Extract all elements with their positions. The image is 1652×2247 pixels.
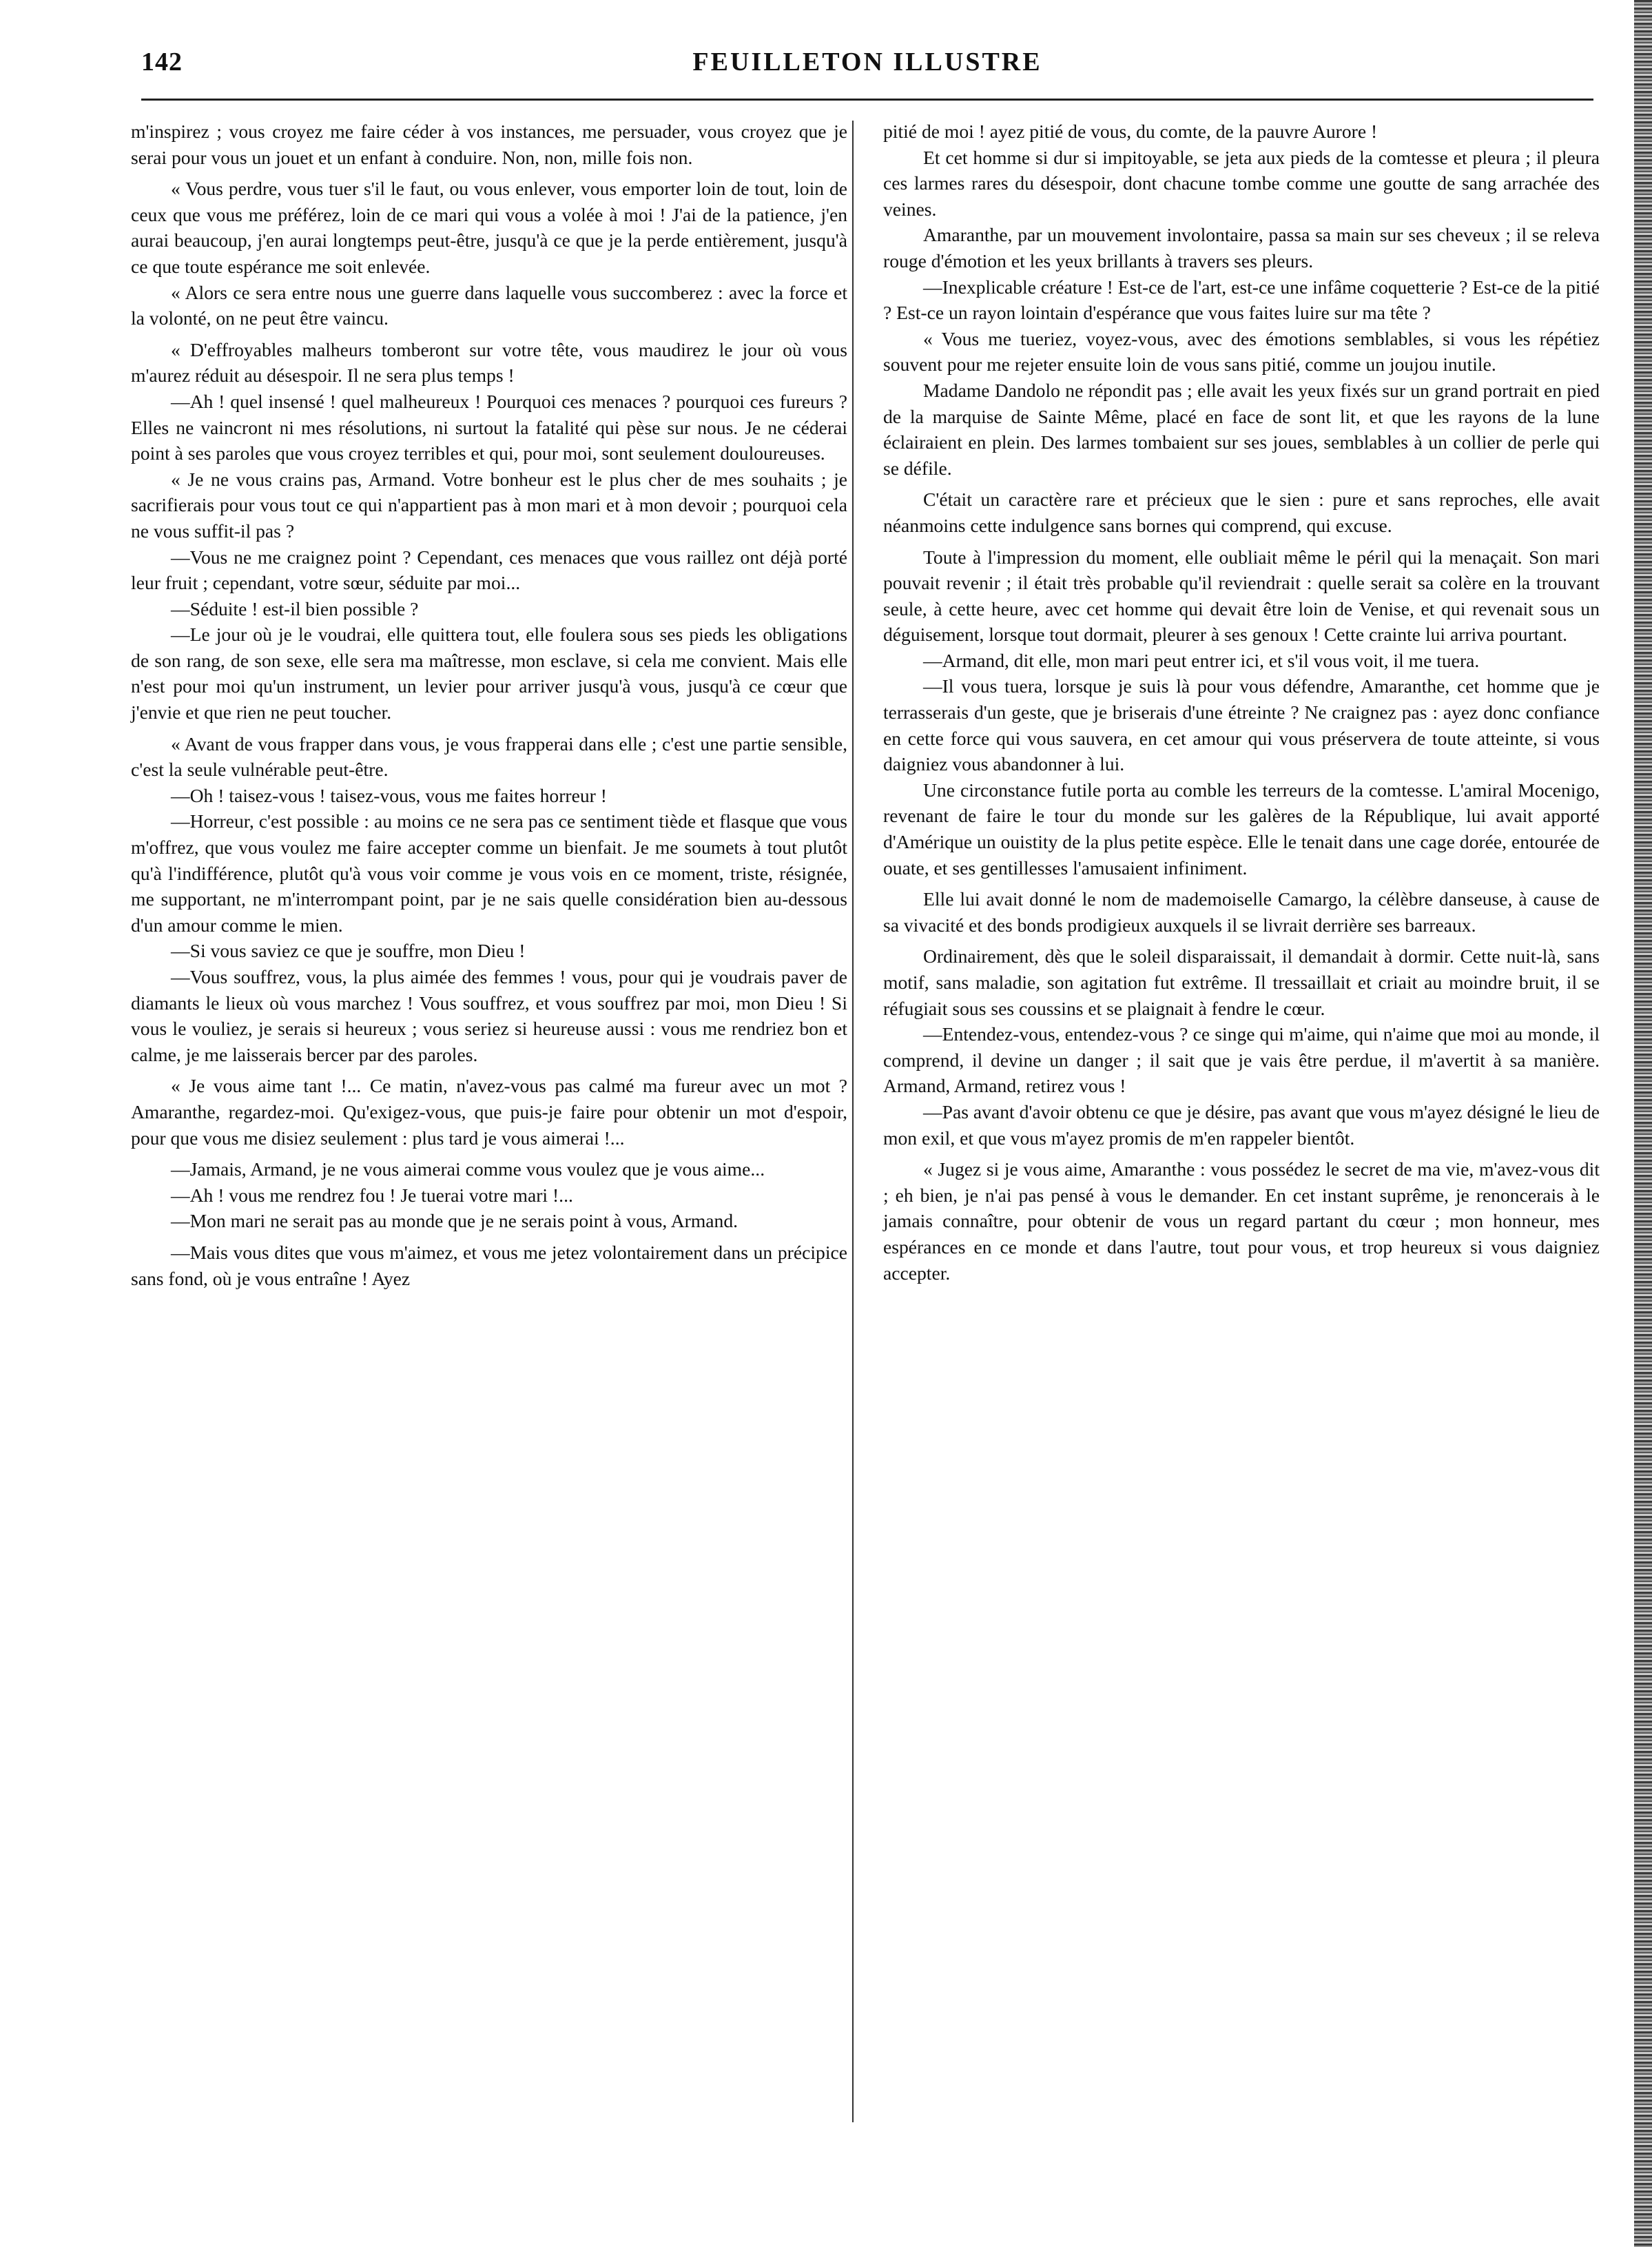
- header-rule: [141, 99, 1593, 101]
- paragraph: « D'effroyables malheurs tomberont sur votre tête, vous maudirez le jour où vous m'aurez réduit au désespoir. Il ne sera plus temps !: [131, 338, 847, 387]
- paragraph: —Vous souffrez, vous, la plus aimée des femmes ! vous, pour qui je voudrais paver de diamants le lieux où vous marchez ! Vous souffrez, et vous souffrez par moi, mon Dieu ! Si vous le vouliez, je serais si heureux ; vous seriez si heureuse aussi : vous me rendriez bon et calme, je me laisserais bercer par des paroles.: [131, 966, 847, 1065]
- paragraph: Et cet homme si dur si impitoyable, se jeta aux pieds de la comtesse et pleura ; il pleura ces larmes rares du désespoir, dont chacune tombe comme une goutte de sang arrachée des veines.: [883, 146, 1600, 220]
- paragraph: —Mon mari ne serait pas au monde que je ne serais point à vous, Armand.: [171, 1210, 739, 1232]
- paragraph: —Armand, dit elle, mon mari peut entrer ici, et s'il vous voit, il me tuera.: [923, 649, 1480, 671]
- running-title: FEUILLETON ILLUSTRE: [692, 48, 1042, 76]
- paragraph: « Vous perdre, vous tuer s'il le faut, ou vous enlever, vous emporter loin de tout, loin de ceux que vous me préférez, loin de ce mari qui vous a volée à moi ! J'ai de la patience, j'en aurai beaucoup, j'en aurai longtemps peut-être, jusqu'à ce que je la perde entièrement, jusqu'à ce que toute espérance me soit enlevée.: [131, 178, 847, 277]
- paragraph: —Horreur, c'est possible : au moins ce ne sera pas ce sentiment tiède et flasque que vous m'offrez, que vous voulez me faire accepter comme un bienfait. Je me soumets à tout plutôt qu'à l'indifférence, plutôt qu'à vous voir comme je vous vois en ce moment, triste, résignée, me supportant, ne m'interrompant point, par je ne sais quelle considération bien au-dessous d'un amour comme le mien.: [131, 810, 847, 936]
- paragraph: —Le jour où je le voudrai, elle quittera tout, elle foulera sous ses pieds les obligations de son rang, de son sexe, elle sera ma maîtresse, mon esclave, si cela me convient. Mais elle n'est pour moi qu'un instrument, un levier pour arriver jusqu'à vous, jusqu'à ce cœur que j'envie et que rien ne peut toucher.: [131, 624, 847, 724]
- paragraph: C'était un caractère rare et précieux que le sien : pure et sans reproches, elle avait néanmoins cette indulgence sans bornes qui comprend, qui excuse.: [883, 489, 1600, 536]
- paragraph: « Alors ce sera entre nous une guerre dans laquelle vous succomberez : avec la force et la volonté, on ne peut être vaincu.: [131, 281, 847, 329]
- paragraph: —Entendez-vous, entendez-vous ? ce singe qui m'aime, qui n'aime que moi au monde, il comprend, il devine un danger ; il sait que je vais être perdue, il m'avertit à sa manière. Armand, Armand, retirez vous !: [883, 1023, 1600, 1097]
- paragraph: « Je ne vous crains pas, Armand. Votre bonheur est le plus cher de mes souhaits ; je sacrifierais pour vous tout ce qui n'appartient pas à mon mari et à mon devoir ; pourquoi cela ne vous suffit-il pas ?: [131, 468, 847, 542]
- paragraph: —Inexplicable créature ! Est-ce de l'art, est-ce une infâme coquetterie ? Est-ce de la pitié ? Est-ce un rayon lointain d'espérance que vous faites luire sur ma tête ?: [883, 276, 1600, 324]
- paragraph: Toute à l'impression du moment, elle oubliait même le péril qui la menaçait. Son mari pouvait revenir ; il était très probable qu'il reviendrait : quelle serait sa colère en la trouvant seule, à cette heure, avec cet homme qui devait être loin de Venise, et qui revenait sous un déguisement, lorsque tout dormait, pleurer à ses genoux ! Cette crainte lui arriva pourtant.: [883, 546, 1600, 646]
- paragraph: Une circonstance futile porta au comble les terreurs de la comtesse. L'amiral Mocenigo, revenant de faire le tour du monde sur les galères de la République, lui avait apporté d'Amérique un ouistity de la plus petite espèce. Elle le tenait dans une cage dorée, entourée de ouate, et ses gentillesses l'amusaient infiniment.: [883, 779, 1600, 879]
- column-divider: [852, 121, 854, 2122]
- paragraph: « Je vous aime tant !... Ce matin, n'avez-vous pas calmé ma fureur avec un mot ? Amaranthe, regardez-moi. Qu'exigez-vous, que puis-je faire pour obtenir un mot d'espoir, pour que vous me disiez seulement : plus tard je vous aimerai !...: [131, 1075, 847, 1149]
- paragraph: « Avant de vous frapper dans vous, je vous frapperai dans elle ; c'est une partie sensible, c'est la seule vulnérable peut-être.: [131, 732, 847, 781]
- paragraph: —Pas avant d'avoir obtenu ce que je désire, pas avant que vous m'ayez désigné le lieu de mon exil, et que vous m'ayez promis de m'en rappeler bientôt.: [883, 1100, 1600, 1149]
- paragraph: —Mais vous dites que vous m'aimez, et vous me jetez volontairement dans un précipice sans fond, où je vous entraîne ! Ayez: [131, 1241, 847, 1289]
- paragraph: pitié de moi ! ayez pitié de vous, du comte, de la pauvre Aurore !: [883, 121, 1378, 142]
- scanned-page-edge: [1634, 0, 1652, 2247]
- page-header: [141, 41, 1593, 96]
- left-column: [131, 119, 847, 1291]
- paragraph: Amaranthe, par un mouvement involontaire, passa sa main sur ses cheveux ; il se releva rouge d'émotion et les yeux brillants à travers ses pleurs.: [883, 224, 1600, 271]
- paragraph: —Jamais, Armand, je ne vous aimerai comme vous voulez que je vous aime...: [171, 1158, 765, 1180]
- paragraph: —Il vous tuera, lorsque je suis là pour vous défendre, Amaranthe, cet homme que je terrasserais d'un geste, que je briserais d'une étreinte ? Ne craignez pas : ayez donc confiance en cette force qui vous sauvera, en cet amour qui vous préservera de toute atteinte, si vous daigniez vous abandonner à lui.: [883, 675, 1600, 775]
- paragraph: —Ah ! quel insensé ! quel malheureux ! Pourquoi ces menaces ? pourquoi ces fureurs ? Elles ne vaincront ni mes résolutions, ni surtout la fatalité qui pèse sur nous. Je ne céderai point à ses paroles que vous croyez terribles et qui, pour moi, sont seulement douloureuses.: [131, 390, 847, 464]
- paragraph: « Jugez si je vous aime, Amaranthe : vous possédez le secret de ma vie, m'avez-vous dit ; eh bien, je n'ai pas pensé à vous le demander. En cet instant suprême, je renoncerais à le jamais connaître, pour obtenir de vous un regard partant du cœur ; mon honneur, mes espérances en ce monde et dans l'autre, tout pour vous, et trop heureux si vous daigniez accepter.: [883, 1158, 1600, 1284]
- paragraph: —Si vous saviez ce que je souffre, mon Dieu !: [171, 940, 526, 962]
- page-number: 142: [141, 48, 183, 76]
- paragraph: —Oh ! taisez-vous ! taisez-vous, vous me faites horreur !: [171, 784, 607, 806]
- paragraph: Ordinairement, dès que le soleil disparaissait, il demandait à dormir. Cette nuit-là, sans motif, sans maladie, son agitation fut extrême. Il tressaillait et criait au moindre bruit, il se réfugiait sous ses coussins et se plaignait à fendre le cœur.: [883, 945, 1600, 1019]
- paragraph: m'inspirez ; vous croyez me faire céder à vos instances, me persuader, vous croyez que je serai pour vous un jouet et un enfant à conduire. Non, non, mille fois non.: [131, 121, 847, 168]
- paragraph: « Vous me tueriez, voyez-vous, avec des émotions semblables, si vous les répétiez souvent pour me rejeter ensuite loin de vous sans pitié, comme un joujou inutile.: [883, 327, 1600, 376]
- paragraph: —Séduite ! est-il bien possible ?: [171, 597, 419, 619]
- paragraph: —Ah ! vous me rendrez fou ! Je tuerai votre mari !...: [171, 1184, 573, 1206]
- paragraph: Elle lui avait donné le nom de mademoiselle Camargo, la célèbre danseuse, à cause de sa vivacité et des bonds prodigieux auxquels il se livrait derrière ses barreaux.: [883, 888, 1600, 936]
- paragraph: —Vous ne me craignez point ? Cependant, ces menaces que vous raillez ont déjà porté leur fruit ; cependant, votre sœur, séduite par moi...: [131, 546, 847, 594]
- right-column: [883, 119, 1600, 1286]
- paragraph: Madame Dandolo ne répondit pas ; elle avait les yeux fixés sur un grand portrait en pied de la marquise de Sainte Même, placé en face de sont lit, et que les rayons de la lune éclairaient en plein. Des larmes tombaient sur ses joues, semblables à un collier de perle qui se défile.: [883, 379, 1600, 479]
